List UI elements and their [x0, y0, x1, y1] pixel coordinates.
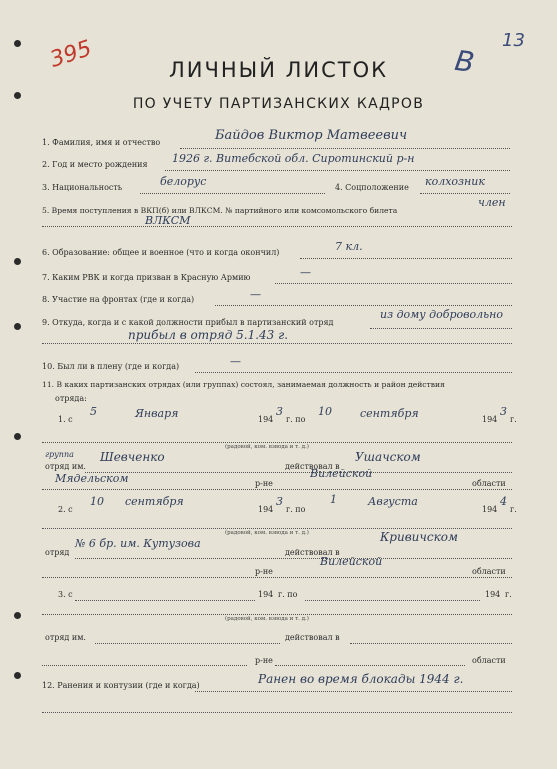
- period-2-rne: р-не: [255, 567, 273, 576]
- period-3-role-note: (радовой, ком. взвода и т. д.): [225, 616, 309, 622]
- binder-hole: [14, 612, 21, 619]
- period-1-to-day: 10: [318, 405, 332, 418]
- field-label-birth: 2. Год и место рождения: [42, 160, 148, 169]
- period-1-region: Вилейской: [310, 467, 373, 480]
- field-label-wounds: 12. Ранения и контузии (где и когда): [42, 681, 200, 690]
- field-underline: [42, 665, 247, 666]
- period-3-g-po: г. по: [278, 590, 298, 599]
- period-1-rne: р-не: [255, 479, 273, 488]
- field-value-party-1: член: [478, 196, 506, 209]
- period-2-month: сентября: [125, 495, 184, 508]
- field-underline: [42, 489, 512, 490]
- archive-red-number: 395: [47, 36, 95, 73]
- period-1-year: 3: [276, 405, 283, 418]
- period-1-to-year: 3: [500, 405, 507, 418]
- binder-hole: [14, 433, 21, 440]
- period-2-role-note: (радовой, ком. взвода и т. д.): [225, 530, 309, 536]
- period-1-year-label: 194: [258, 415, 274, 424]
- field-underline: [42, 577, 512, 578]
- period-2-to-year-label: 194: [482, 505, 498, 514]
- field-label-army: 7. Каким РВК и когда призван в Красную Армию: [42, 273, 251, 282]
- field-underline: [42, 226, 512, 227]
- period-1-to-g: г.: [510, 415, 517, 424]
- period-3-to-year: 194: [485, 590, 501, 599]
- field-value-party-2: ВЛКСМ: [145, 214, 191, 227]
- period-1-to-month: сентября: [360, 407, 419, 420]
- field-underline: [275, 665, 465, 666]
- period-2-year: 3: [276, 495, 283, 508]
- field-label-captivity: 10. Был ли в плену (где и когда): [42, 362, 180, 371]
- period-1-district: Мядельском: [55, 472, 129, 485]
- period-2-day: 10: [90, 495, 104, 508]
- field-value-wounds: Ранен во время блокады 1944 г.: [258, 672, 464, 686]
- field-underline: [180, 148, 510, 149]
- period-2-otryad-label: отряд: [45, 548, 70, 557]
- field-underline: [42, 712, 512, 713]
- period-1-to-year-label: 194: [482, 415, 498, 424]
- field-underline: [42, 528, 512, 529]
- binder-hole: [14, 672, 21, 679]
- period-3-to-g: г.: [505, 590, 512, 599]
- field-value-arrival-1: из дому добровольно: [380, 308, 504, 321]
- field-label-fronts: 8. Участие на фронтах (где и когда): [42, 295, 195, 304]
- field-underline: [165, 170, 510, 171]
- period-2-place: Кривичском: [380, 530, 458, 544]
- field-underline: [195, 372, 512, 373]
- field-underline: [85, 472, 512, 473]
- field-underline: [300, 258, 512, 259]
- field-underline: [42, 442, 512, 443]
- period-2-to-day: 1: [330, 493, 337, 506]
- period-1-unit-name: Шевченко: [100, 450, 165, 464]
- field-underline: [305, 600, 480, 601]
- field-underline: [42, 343, 512, 344]
- field-underline: [370, 328, 512, 329]
- field-underline: [275, 283, 512, 284]
- field-value-nationality: белорус: [160, 175, 207, 188]
- field-underline: [215, 305, 512, 306]
- period-2-region: Вилейской: [320, 555, 383, 568]
- period-1-acting: действовал в: [285, 462, 340, 471]
- period-1-group-prefix: группа: [45, 450, 74, 459]
- period-3-otryad-label: отряд им.: [45, 633, 86, 642]
- period-1-g-po: г. по: [286, 415, 306, 424]
- field-underline: [420, 193, 510, 194]
- form-subtitle: ПО УЧЕТУ ПАРТИЗАНСКИХ КАДРОВ: [132, 96, 425, 112]
- period-1-place: Ушачском: [355, 450, 421, 464]
- period-2-to-month: Августа: [368, 495, 418, 508]
- period-3-rne: р-не: [255, 656, 273, 665]
- field-label-units-2: отряда:: [55, 394, 87, 403]
- period-2-unit-name: № 6 бр. им. Кутузова: [75, 537, 201, 550]
- period-2-to-g: г.: [510, 505, 517, 514]
- period-1-number: 1. с: [58, 415, 73, 424]
- page-number: 13: [502, 30, 525, 51]
- field-label-education: 6. Образование: общее и военное (что и когда окончил): [42, 248, 280, 257]
- field-value-captivity: —: [230, 355, 241, 368]
- binder-hole: [14, 323, 21, 330]
- field-underline: [140, 193, 325, 194]
- field-underline: [195, 691, 512, 692]
- field-underline: [350, 643, 512, 644]
- field-underline: [75, 600, 255, 601]
- field-label-nationality: 3. Национальность: [42, 183, 123, 192]
- field-underline: [42, 614, 512, 615]
- field-label-social: 4. Соцположение: [335, 183, 409, 192]
- period-1-month: Января: [135, 407, 179, 420]
- period-1-day: 5: [90, 405, 97, 418]
- period-3-acting: действовал в: [285, 633, 340, 642]
- field-value-arrival-2: прибыл в отряд 5.1.43 г.: [128, 328, 289, 342]
- field-label-party: 5. Время поступления в ВКП(б) или ВЛКСМ. № партийного или комсомольского билета: [42, 206, 398, 215]
- period-2-acting: действовал в: [285, 548, 340, 557]
- period-1-otryad-label: отряд им.: [45, 462, 86, 471]
- period-3-year: 194: [258, 590, 274, 599]
- field-value-fronts: —: [250, 288, 261, 301]
- field-value-army: —: [300, 266, 311, 279]
- period-2-g-po: г. по: [286, 505, 306, 514]
- field-value-education: 7 кл.: [335, 240, 363, 253]
- field-label-units: 11. В каких партизанских отрядах (или группах) состоял, занимаемая должность и район действия: [42, 380, 445, 389]
- field-underline: [75, 558, 512, 559]
- binder-hole: [14, 40, 21, 47]
- field-value-social: колхозник: [425, 175, 485, 188]
- form-title: ЛИЧНЫЙ ЛИСТОК: [168, 58, 389, 82]
- period-3-oblasti: области: [472, 656, 506, 665]
- field-underline: [95, 643, 280, 644]
- field-value-birth: 1926 г. Витебской обл. Сиротинский р-н: [172, 152, 415, 165]
- period-2-to-year: 4: [500, 495, 507, 508]
- margin-handwritten-mark: В: [452, 43, 477, 80]
- field-label-name: 1. Фамилия, имя и отчество: [42, 138, 161, 147]
- field-value-name: Байдов Виктор Матвеевич: [215, 128, 408, 143]
- period-2-year-label: 194: [258, 505, 274, 514]
- period-3-number: 3. с: [58, 590, 73, 599]
- period-1-oblasti: области: [472, 479, 506, 488]
- binder-hole: [14, 258, 21, 265]
- period-1-role-note: (радовой, ком. взвода и т. д.): [225, 444, 309, 450]
- period-2-oblasti: области: [472, 567, 506, 576]
- field-label-arrival: 9. Откуда, когда и с какой должности прибыл в партизанский отряд: [42, 318, 334, 327]
- period-2-number: 2. с: [58, 505, 73, 514]
